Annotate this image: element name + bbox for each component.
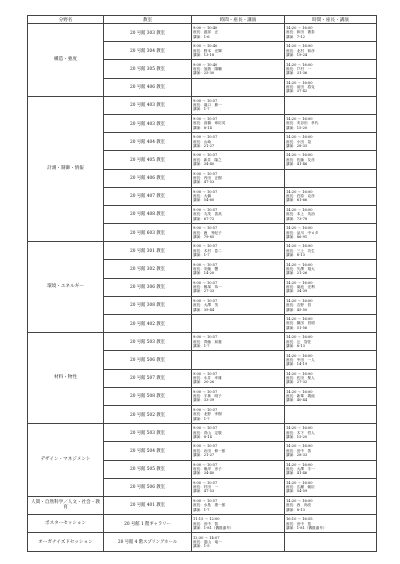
session-row: [28, 333, 377, 351]
header-row: [28, 16, 377, 24]
session-line: 9:00 ～ 10:57: [193, 189, 218, 194]
session-line: 座長：矢澤 翔大: [286, 266, 315, 271]
session-line: 9:00 ～ 10:57: [193, 208, 218, 213]
afternoon-session: [285, 296, 377, 314]
session-line: 講演：21-27: [193, 143, 215, 148]
session-line: 座長：大橋: [193, 194, 219, 199]
session-line: 9:00 ～ 10:57: [193, 117, 218, 122]
session-line: 座長：山崎: [193, 139, 222, 144]
session-line: 9:00 ～ 10:57: [193, 426, 218, 431]
morning-session: [192, 387, 285, 405]
room-name: 20 号館 504 教室: [104, 442, 192, 460]
session-line: 座長：木村 豊二: [193, 248, 222, 253]
session-line: 14:20 ～ 16:00: [286, 44, 313, 49]
session-line: 講演：33-39: [193, 398, 215, 403]
room-name: 20 号館 403 教室: [104, 96, 192, 114]
field-name: 計測・制御・情報: [28, 96, 104, 242]
session-line: 9:00 ～ 10:57: [193, 226, 218, 231]
afternoon-session: [285, 405, 377, 423]
afternoon-session: [285, 24, 377, 42]
field-name: オーガナイズドセッション: [28, 533, 104, 552]
session-line: 座長：吉野 昌: [286, 303, 312, 308]
afternoon-session: [285, 224, 377, 242]
session-line: 9:00 ～ 10:40: [193, 26, 218, 31]
session-line: 9:00 ～ 10:57: [193, 153, 218, 158]
session-line: 座長：野本 光輝: [193, 48, 222, 53]
schedule-body: [28, 24, 377, 552]
afternoon-session: [285, 205, 377, 223]
afternoon-session: [285, 333, 377, 351]
room-name: 20 号館 402 教室: [104, 315, 192, 333]
session-line: 座長：丸茂 善高: [193, 212, 222, 217]
session-row: [28, 24, 377, 42]
afternoon-session: [285, 351, 377, 369]
session-line: 講演：54-60: [193, 198, 215, 203]
session-line: 16:10 ～ 16:55: [286, 517, 313, 522]
morning-session: [192, 278, 285, 296]
session-line: 9:00 ～ 10:57: [193, 135, 218, 140]
room-name: 20 号館 306 教室: [104, 278, 192, 296]
session-line: 14:20 ～ 16:00: [286, 480, 313, 485]
session-line: 14:20 ～ 16:00: [286, 189, 313, 194]
session-line: 座長：北野 孝樹: [193, 412, 222, 417]
room-name: 20 号館 301 教室: [104, 242, 192, 260]
field-name: 構造・強度: [28, 24, 104, 97]
session-line: 座長：織田 昌明: [286, 321, 315, 326]
session-line: 9:00 ～ 10:40: [193, 44, 218, 49]
session-line: 座長：田中 善: [286, 448, 312, 453]
session-line: 座長：内田 正樹: [193, 175, 222, 180]
morning-session: [192, 369, 285, 387]
morning-session: [192, 42, 285, 60]
room-name: 20 号館 308 教室: [104, 296, 192, 314]
session-line: 14:20 ～ 16:00: [286, 499, 313, 504]
session-line: 9:00 ～ 10:57: [193, 371, 218, 376]
room-name: 20 号館 401 教室: [104, 496, 192, 514]
session-line: 講演：1-81（偶数番号）: [286, 525, 327, 530]
session-line: 講演：47-53: [193, 489, 215, 494]
session-line: 9:00 ～ 10:57: [193, 480, 218, 485]
session-row: [28, 96, 377, 114]
morning-session: [192, 78, 285, 96]
session-line: 座長：佐田 聖人: [286, 376, 315, 380]
session-line: 14:20 ～ 16:00: [286, 135, 313, 140]
morning-session: [192, 296, 285, 314]
session-line: 講演：21-26: [286, 271, 308, 276]
session-line: 14:20 ～ 16:00: [286, 26, 313, 31]
session-line: 講演：27-33: [193, 289, 215, 294]
session-line: 座長：和田 憲泰: [286, 30, 315, 35]
room-name: 20 号館 403 教室: [104, 114, 192, 132]
morning-session: [192, 496, 285, 514]
header-room: 教室: [104, 16, 192, 24]
room-name: 20 号館 505 教室: [104, 460, 192, 478]
session-line: 講演：8-14: [193, 125, 212, 130]
schedule-table: [27, 15, 377, 552]
morning-session: [192, 114, 285, 132]
session-line: 座長：堀口 鼎一: [193, 103, 222, 108]
room-name: 20 号館 407 教室: [104, 187, 192, 205]
session-line: 講演：34-40: [193, 162, 215, 167]
session-line: 9:00 ～ 10:57: [193, 98, 218, 103]
morning-session: [192, 24, 285, 42]
session-line: 講演：31-36: [286, 71, 308, 76]
room-name: 20 号館 506 教室: [104, 478, 192, 496]
session-line: 9:00 ～ 10:57: [193, 499, 218, 504]
room-name: 20 号館 1 階ギャラリー: [104, 515, 192, 533]
session-line: 9:00 ～ 10:57: [193, 298, 218, 303]
morning-session: [192, 405, 285, 423]
field-name: ポスターセッション: [28, 515, 104, 533]
session-line: 講演：8-14: [193, 434, 212, 439]
morning-session: [192, 96, 285, 114]
session-line: 講演：28-33: [286, 143, 308, 148]
room-name: 20 号館 304 教室: [104, 42, 192, 60]
session-line: 9:00 ～ 10:57: [193, 389, 218, 394]
session-line: 座長：小田 晃: [286, 139, 312, 144]
session-line: 座長：新峯 義純: [286, 394, 315, 399]
session-line: 講演：19-24: [286, 52, 308, 57]
session-line: 座長：亀岸 彦子: [193, 466, 222, 471]
session-line: 座長：青山 定敬: [193, 430, 222, 435]
field-name: 材料・物性: [28, 333, 104, 424]
afternoon-session: [285, 133, 377, 151]
session-line: 座長：三上 功生: [286, 248, 315, 253]
session-line: 14:20 ～ 16:00: [286, 335, 313, 340]
session-line: 9:00 ～ 10:57: [193, 244, 218, 249]
afternoon-session: [285, 60, 377, 78]
afternoon-session: [285, 96, 377, 114]
header-afternoon: 時間・座長・講演: [285, 16, 377, 24]
session-line: 講演：1-6: [193, 34, 210, 39]
afternoon-session: [285, 315, 377, 333]
session-line: 座長：木下 哲人: [286, 430, 315, 435]
session-line: 座長：加納 陽輔: [193, 66, 222, 71]
session-line: 座長：北村 和彦: [286, 48, 315, 53]
morning-session: [192, 478, 285, 496]
afternoon-session: [285, 460, 377, 478]
afternoon-session: [285, 78, 377, 96]
session-line: 座長：品川 中ロタ: [286, 230, 319, 235]
session-line: 9:00 ～ 10:57: [193, 462, 218, 467]
session-line: 14:20 ～ 16:00: [286, 317, 313, 322]
session-line: 座長：岩田 伸一郎: [193, 448, 226, 453]
session-row: [28, 496, 377, 514]
session-line: 講演：34-40: [193, 471, 215, 476]
session-line: 14:20 ～ 16:00: [286, 208, 313, 213]
session-line: 講演：54-59: [286, 489, 308, 494]
session-line: 講演：51-56: [286, 325, 308, 330]
session-row: [28, 515, 377, 533]
morning-session: [192, 133, 285, 151]
session-line: 講演：28-33: [286, 453, 308, 458]
session-line: 座長：村田 一: [193, 485, 219, 490]
session-line: 講演：1-7: [193, 107, 210, 112]
morning-session: [192, 151, 285, 169]
afternoon-session: [285, 114, 377, 132]
room-name: 20 号館 603 教室: [104, 224, 192, 242]
session-line: 14:20 ～ 16:00: [286, 371, 313, 376]
room-name: 20 号館 503 教室: [104, 333, 192, 351]
header-morning: 時間・座長・講演: [192, 16, 285, 24]
header-field: 分野名: [28, 16, 104, 24]
session-line: 14:20 ～ 16:00: [286, 80, 313, 85]
room-name: 20 号館 406 教室: [104, 169, 192, 187]
session-line: 14:20 ～ 16:00: [286, 298, 313, 303]
afternoon-session: [285, 369, 377, 387]
afternoon-session: [285, 242, 377, 260]
session-line: 座長：中田 一人: [286, 357, 315, 362]
session-line: 9:00 ～ 10:57: [193, 335, 218, 340]
session-line: 講演：27-32: [286, 380, 308, 385]
room-name: 20 号館 502 教室: [104, 405, 192, 423]
session-line: 講演：37-42: [286, 89, 308, 94]
session-line: 9:00 ～ 10:57: [193, 171, 218, 176]
afternoon-session: [285, 42, 377, 60]
afternoon-session: [285, 478, 377, 496]
morning-session: [192, 515, 285, 533]
morning-session: [192, 460, 285, 478]
afternoon-session: [285, 187, 377, 205]
session-line: 講演：8-13: [286, 507, 305, 512]
morning-session: [192, 315, 285, 333]
room-name: 20 号館 408 教室: [104, 205, 192, 223]
room-name: 20 号館 405 教室: [104, 151, 192, 169]
session-line: 講演：21-27: [193, 453, 215, 458]
morning-session: [192, 260, 285, 278]
session-line: 14:20 ～ 16:00: [286, 226, 313, 231]
room-name: 20 号館 503 教室: [104, 424, 192, 442]
session-line: 座長：田中 智: [193, 521, 219, 526]
field-name: 人間・自然科学／人文・社会・教育: [28, 496, 104, 514]
session-line: 講演：13-18: [193, 52, 215, 57]
session-line: 講演：86-91: [286, 234, 308, 239]
session-line: 座長：菊池 光利: [286, 285, 315, 290]
session-line: 講演：15-20: [286, 434, 308, 439]
session-line: 講演：41-46: [286, 471, 308, 476]
session-row: [28, 242, 377, 260]
session-line: 座長：田中 智: [286, 521, 312, 526]
afternoon-session: [285, 496, 377, 514]
session-line: 座長：大澤 茂: [193, 303, 219, 308]
afternoon-session: [285, 424, 377, 442]
room-name: 20 号館 406 教室: [104, 78, 192, 96]
session-line: 9:00 ～ 10:57: [193, 444, 218, 449]
session-line: 座長：辻 智佐: [286, 339, 312, 344]
session-line: 座長：齊藤 和憲: [193, 339, 222, 344]
session-row: [28, 424, 377, 442]
session-line: 講演：15-20: [286, 125, 308, 130]
session-line: 14:20 ～ 16:00: [286, 153, 313, 158]
morning-session: [192, 442, 285, 460]
room-name: 20 号館 302 教室: [104, 260, 192, 278]
session-line: 12:30 ～ 14:07: [193, 535, 220, 540]
session-line: 9:00 ～ 10:57: [193, 280, 218, 285]
morning-session: [192, 205, 285, 223]
session-line: 座長：水島 康一郎: [193, 503, 226, 508]
morning-session: [192, 242, 285, 260]
session-line: 講演：61-66: [286, 198, 308, 203]
session-line: 講演：1-5: [193, 544, 210, 549]
afternoon-session: [285, 515, 377, 533]
morning-session: [192, 60, 285, 78]
morning-session: [192, 187, 285, 205]
session-line: 講演：14-19: [286, 362, 308, 367]
session-line: 14:20 ～ 16:00: [286, 262, 313, 267]
session-line: 14:20 ～ 16:00: [286, 426, 313, 431]
session-line: 講演：79-85: [193, 234, 215, 239]
session-row: [28, 533, 377, 552]
session-line: 座長：戸村 一: [286, 66, 312, 71]
session-line: 講演：67-72: [193, 216, 215, 221]
room-name: 20 号館 303 教室: [104, 24, 192, 42]
session-line: 14:20 ～ 16:00: [286, 62, 313, 67]
session-line: 講演：1-7: [193, 252, 210, 257]
session-line: 講演：1-7: [193, 416, 210, 421]
session-line: 14:20 ～ 16:00: [286, 353, 313, 358]
session-line: 講演：40-44: [286, 398, 308, 403]
session-line: 講演：8-13: [286, 343, 305, 348]
session-line: 14:20 ～ 16:00: [286, 462, 313, 467]
afternoon-session: [285, 442, 377, 460]
afternoon-session: [285, 151, 377, 169]
room-name: 20 号館 507 教室: [104, 369, 192, 387]
session-line: 座長：渡部 正: [193, 30, 219, 35]
session-line: 座長：高橋 章臣英: [193, 121, 226, 126]
session-line: 座長：新井 隆之: [193, 157, 222, 162]
room-name: 20 号館 508 教室: [104, 387, 192, 405]
session-line: 14:20 ～ 16:00: [286, 117, 313, 122]
morning-session: [192, 333, 285, 351]
morning-session: [192, 224, 285, 242]
morning-session: [192, 351, 285, 369]
session-line: 講演：1-81（偶数番号）: [193, 525, 234, 530]
session-line: 座長：大澤 宇一: [286, 466, 315, 471]
session-line: 14:20 ～ 16:00: [286, 389, 313, 394]
afternoon-session: [285, 260, 377, 278]
session-line: 講演：1-7: [193, 507, 210, 512]
session-line: 9:00 ～ 10:57: [193, 408, 218, 413]
field-name: 環境・エネルギー: [28, 242, 104, 333]
session-line: 講演：7-12: [286, 34, 305, 39]
field-name: デザイン・マネジメント: [28, 424, 104, 497]
room-name: 20 号館 404 教室: [104, 133, 192, 151]
session-line: 講演：41-46: [286, 162, 308, 167]
morning-session: [192, 169, 285, 187]
session-line: 座長：実谷田 孝代: [286, 121, 319, 126]
session-line: 座長：佐藤 友彦: [286, 157, 315, 162]
session-line: 講演：20-26: [193, 380, 215, 385]
session-line: 座長：永井 幸雄: [193, 376, 222, 380]
session-line: 講演：1-7: [193, 343, 210, 348]
session-line: 講演：73-78: [286, 216, 308, 221]
session-line: 9:00 ～ 10:57: [193, 262, 218, 267]
session-line: 講演：34-39: [286, 289, 308, 294]
session-line: 講演：39-44: [193, 307, 215, 312]
session-line: 11:15 ～ 12:00: [193, 517, 220, 522]
session-line: 講演：8-13: [286, 252, 305, 257]
afternoon-session: [285, 169, 377, 187]
session-line: 9:00 ～ 10:40: [193, 62, 218, 67]
session-line: 講演：47-53: [193, 180, 215, 185]
session-line: 講演：25-30: [193, 71, 215, 76]
session-line: 座長：安藤 響: [193, 266, 219, 271]
morning-session: [192, 533, 285, 552]
session-line: 14:20 ～ 16:00: [286, 444, 313, 449]
session-line: 講演：45-50: [286, 307, 308, 312]
session-line: 座長：宇林 明子: [193, 394, 222, 399]
session-line: 14:20 ～ 16:00: [286, 280, 313, 285]
room-name: 20 号館 305 教室: [104, 60, 192, 78]
session-line: 座長：飯塚 恭一: [193, 285, 222, 290]
session-line: 講演：14-20: [193, 271, 215, 276]
session-line: 座長：鹿 秀紀子: [193, 230, 222, 235]
afternoon-session: [285, 387, 377, 405]
session-line: 14:20 ～ 16:00: [286, 244, 313, 249]
session-line: 座長：菱山 竜一: [193, 540, 222, 545]
morning-session: [192, 424, 285, 442]
afternoon-session: [285, 533, 377, 552]
room-name: 20 号館 506 教室: [104, 351, 192, 369]
afternoon-session: [285, 278, 377, 296]
room-name: 20 号館 4 階スプリングホール: [104, 533, 192, 552]
session-line: 座長：西 尚亮: [286, 503, 312, 508]
session-line: 座長：前田 将克: [286, 85, 315, 89]
session-line: 座長：荘原 克彦: [286, 194, 315, 199]
session-line: 座長：広瀬 朝臣: [286, 485, 315, 490]
session-line: 座長：本上 英治: [286, 212, 315, 217]
